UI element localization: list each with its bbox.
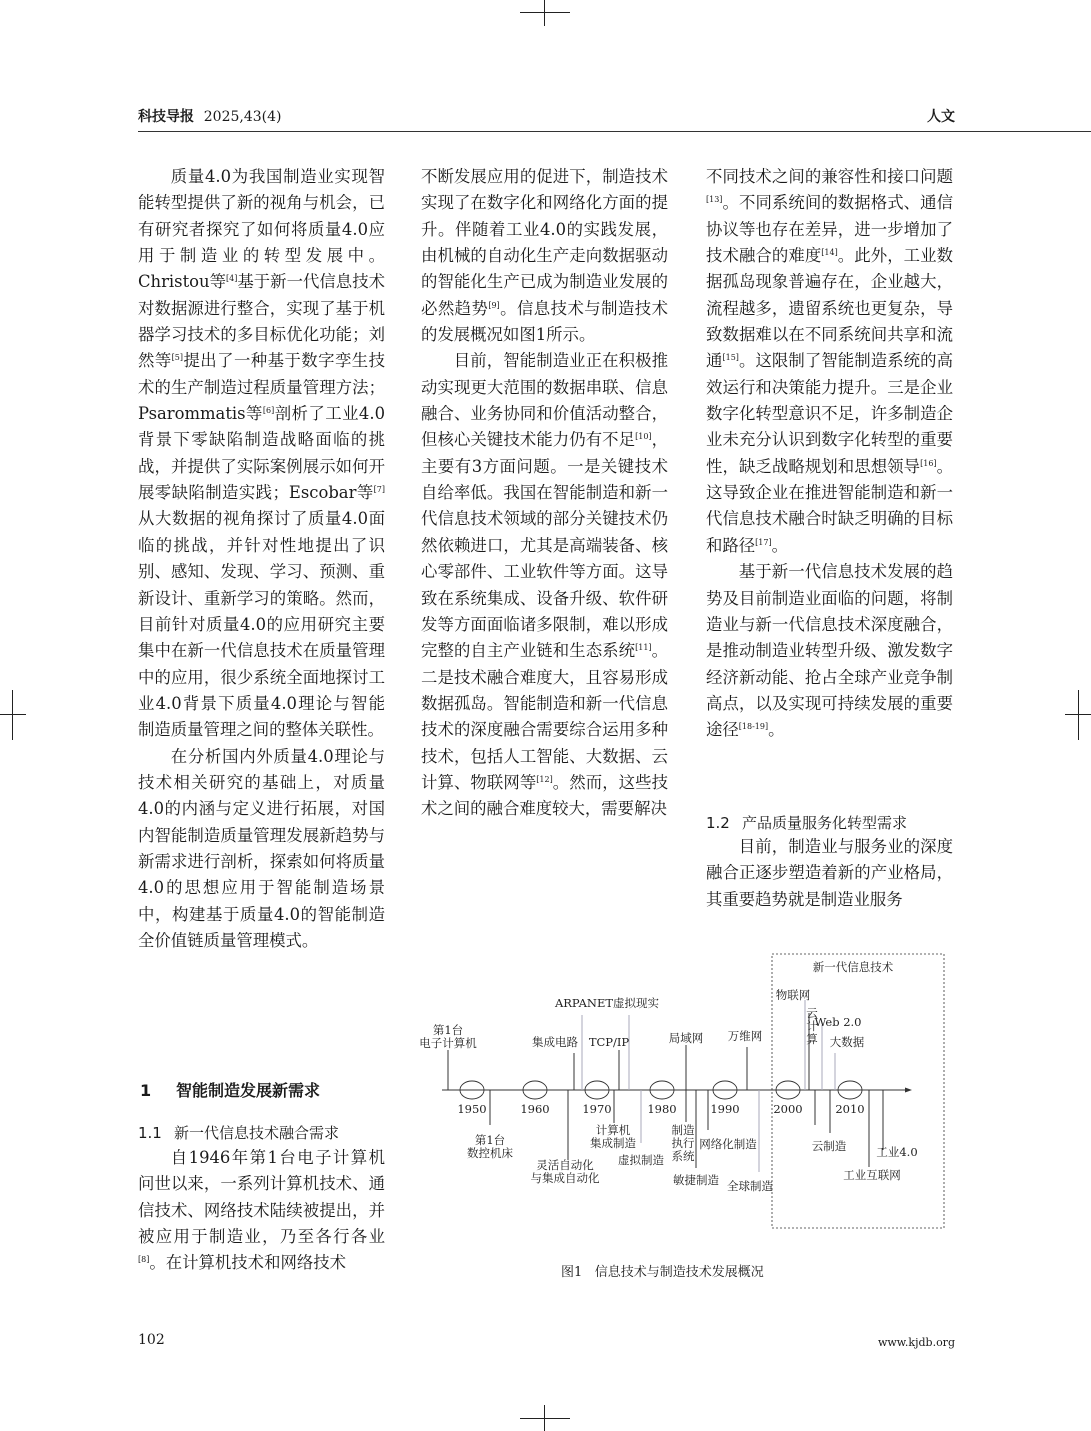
figure-1-timeline <box>410 950 950 1235</box>
heading-title: 智能制造发展新需求 <box>176 1081 321 1100</box>
year-label: 1960 <box>520 1102 550 1116</box>
column-3-lower-text <box>706 834 953 913</box>
paragraph <box>706 559 953 743</box>
figure-caption-text: 信息技术与制造技术发展概况 <box>594 1265 764 1280</box>
text-run: 。在计算机技术和网络技术 <box>149 1253 347 1273</box>
info-tech-label: 万维网 <box>727 1029 763 1043</box>
text-run: 。信息技术与制造技术的发展概况如图1所示。 <box>421 298 669 345</box>
info-tech-label: 局域网 <box>668 1031 704 1045</box>
crop-mark-bottom-h <box>520 1418 570 1419</box>
crop-mark-left-v <box>12 690 13 740</box>
manufacturing-label: 第1台数控机床 <box>467 1133 513 1160</box>
text-run: 不断发展应用的促进下，制造技术实现了在数字化和网络化方面的提升。伴随着工业4.0的实践发展，由机械的自动化生产走向数据驱动的智能化生产已成为制造业发展的必然趋势 <box>421 167 668 318</box>
text-run: 目前，智能制造业正在积极推动实现更大范围的数据串联、信息融合、业务协同和价值活动整合，但核心关键技术能力仍有不足 <box>421 351 668 450</box>
page-number: 102 <box>138 1332 165 1348</box>
manufacturing-label: 制造执行系统 <box>671 1123 695 1163</box>
heading-number: 1.1 <box>138 1124 162 1142</box>
info-tech-label: Web 2.0 <box>814 1015 862 1029</box>
info-tech-label: 云计算 <box>806 1006 818 1046</box>
paragraph <box>421 164 668 348</box>
axis-arrow-icon <box>905 1088 912 1093</box>
text-run: 基于新一代信息技术发展的趋势及目前制造业面临的问题，将制造业与新一代信息技术深度融合，是推动制造业转型升级、激发数字经济新动能、抢占全球产业竞争制高点，以及实现可持续发展的重要途径 <box>706 562 953 740</box>
citation-ref: [8] <box>138 1255 150 1265</box>
text-run: 目前，制造业与服务业的深度融合正逐步塑造着新的产业格局，其重要趋势就是制造业服务 <box>706 837 953 909</box>
citation-ref: [10] <box>635 432 652 442</box>
paragraph <box>138 1145 385 1277</box>
text-run: 。此外，工业数据孤岛现象普遍存在，企业越大，流程越多，遗留系统也更复杂，导致数据难以在不同系统间共享和流通 <box>706 246 954 371</box>
text-run: 。不同系统间的数据格式、通信协议等也存在差异，进一步增加了技术融合的难度 <box>706 193 953 266</box>
citation-ref: [7] <box>373 485 385 495</box>
citation-ref: [18-19] <box>738 722 769 732</box>
figure-caption <box>561 1261 764 1280</box>
paragraph <box>138 164 385 744</box>
text-run: 在分析国内外质量4.0理论与技术相关研究的基础上，对质量4.0的内涵与定义进行拓展，对国内智能制造质量管理发展新趋势与新需求进行剖析，探索如何将质量4.0的思想应用于智能制造场景中，构建基于质量4.0的智能制造全价值链质量管理模式。 <box>138 746 385 950</box>
info-tech-label: 物联网 <box>775 988 811 1002</box>
journal-name: 科技导报 <box>138 109 194 125</box>
journal-website: www.kjdb.org <box>877 1336 955 1349</box>
citation-ref: [15] <box>722 353 739 363</box>
text-run: 。然而，这些技术之间的融合难度较大，需要解决 <box>421 772 669 819</box>
manufacturing-label: 计算机集成制造 <box>590 1123 636 1150</box>
year-label: 2000 <box>773 1102 803 1116</box>
citation-ref: [4] <box>226 274 238 284</box>
paragraph <box>421 348 668 822</box>
year-label: 2010 <box>835 1102 865 1116</box>
citation-ref: [17] <box>755 537 772 547</box>
crop-mark-top-v <box>544 0 545 26</box>
manufacturing-label: 工业4.0 <box>876 1145 918 1159</box>
manufacturing-label: 敏捷制造 <box>673 1173 719 1187</box>
heading-title: 产品质量服务化转型需求 <box>742 814 908 832</box>
text-run: 。二是技术融合难度大，且容易形成数据孤岛。智能制造和新一代信息技术的深度融合需要综合运用多种技术，包括人工智能、大数据、云计算、物联网等 <box>421 641 669 792</box>
crop-mark-left-h <box>0 714 26 715</box>
section-heading-1-1 <box>138 1122 339 1143</box>
column-3-text <box>706 164 953 744</box>
text-run: 。这限制了智能制造系统的高效运行和决策能力提升。三是企业数字化转型意识不足，许多制造企业未充分认识到数字化转型的重要性，缺乏战略规划和思想领导 <box>706 351 954 476</box>
citation-ref: [13] <box>706 195 723 205</box>
year-label: 1970 <box>582 1102 612 1116</box>
citation-ref: [5] <box>171 353 184 363</box>
paragraph <box>706 164 953 559</box>
header-rule <box>138 131 1091 132</box>
crop-mark-right-h <box>1065 714 1091 715</box>
year-label: 1950 <box>457 1102 487 1116</box>
section-heading-1 <box>140 1078 320 1101</box>
manufacturing-label: 虚拟制造 <box>618 1153 664 1167</box>
year-label: 1980 <box>647 1102 677 1116</box>
text-run: ，主要有3方面问题。一是关键技术自给率低。我国在智能制造和新一代信息技术领域的部分关键技术仍然依赖进口，尤其是高端装备、核心零部件、工业软件等方面。这导致在系统集成、设备升级、软件研发等方面面临诸多限制，难以形成完整的自主产业链和生态系统 <box>421 430 669 661</box>
heading-number: 1.2 <box>706 814 730 832</box>
text-run: 。 <box>771 535 788 555</box>
heading-title: 新一代信息技术融合需求 <box>174 1124 340 1142</box>
crop-mark-right-v <box>1078 690 1079 740</box>
text-run: 不同技术之间的兼容性和接口问题 <box>706 167 953 186</box>
running-header-left <box>138 106 281 126</box>
manufacturing-label: 工业互联网 <box>843 1168 901 1182</box>
figure-number: 图1 <box>561 1265 583 1280</box>
paragraph <box>706 834 953 913</box>
section-label: 人文 <box>927 109 955 125</box>
section-heading-1-2 <box>706 812 907 833</box>
text-run: 基于新一代信息技术对数据源进行整合，实现了基于机器学习技术的多目标优化功能；刘然等 <box>138 272 385 371</box>
text-run: 。 <box>768 720 785 740</box>
crop-mark-top-h <box>520 12 570 13</box>
info-tech-label: 集成电路 <box>532 1035 578 1049</box>
text-run: 质量4.0为我国制造业实现智能转型提供了新的视角与机会，已有研究者探究了如何将质量4.0应用于制造业的转型发展中。Christou等 <box>138 167 385 292</box>
manufacturing-label: 灵活自动化与集成自动化 <box>530 1158 600 1185</box>
citation-ref: [12] <box>536 774 553 784</box>
info-tech-label: ARPANET虚拟现实 <box>554 996 660 1010</box>
citation-ref: [6] <box>262 406 275 416</box>
box-title: 新一代信息技术 <box>812 960 894 974</box>
info-tech-label: TCP/IP <box>588 1035 630 1049</box>
citation-ref: [11] <box>635 643 652 653</box>
column-1-text <box>138 164 385 954</box>
text-run: 。这导致企业在推进智能制造和新一代信息技术融合时缺乏明确的目标和路径 <box>706 456 954 555</box>
column-1-lower-text <box>138 1145 385 1277</box>
citation-ref: [16] <box>920 458 937 468</box>
manufacturing-label: 全球制造 <box>727 1179 773 1193</box>
text-run: 从大数据的视角探讨了质量4.0面临的挑战，并针对性地提出了识别、感知、发现、学习、预测、重新设计、重新学习的策略。然而，目前针对质量4.0的应用研究主要集中在新一代信息技术在质量管理中的应用，很少系统全面地探讨工业4.0背景下质量4.0理论与智能制造质量管理之间的整体关联性。 <box>138 509 385 740</box>
info-tech-label: 第1台电子计算机 <box>419 1023 477 1050</box>
column-2-text <box>421 164 668 823</box>
paragraph <box>138 744 385 955</box>
text-run: 提出了一种基于数字孪生技术的生产制造过程质量管理方法；Psarommatis等 <box>138 351 386 424</box>
manufacturing-label: 网络化制造 <box>699 1137 757 1151</box>
info-tech-label: 大数据 <box>829 1035 865 1049</box>
year-label: 1990 <box>710 1102 740 1116</box>
manufacturing-label: 云制造 <box>811 1139 847 1153</box>
citation-ref: [14] <box>821 248 838 258</box>
journal-issue: 2025,43(4) <box>203 109 282 125</box>
text-run: 剖析了工业4.0背景下零缺陷制造战略面临的挑战，并提供了实际案例展示如何开展零缺陷制造实践；Escobar等 <box>138 404 385 503</box>
text-run: 自1946年第1台电子计算机问世以来，一系列计算机技术、通信技术、网络技术陆续被提出，并被应用于制造业，乃至各行各业 <box>138 1148 385 1247</box>
heading-number: 1 <box>140 1081 152 1100</box>
citation-ref: [9] <box>488 300 500 310</box>
